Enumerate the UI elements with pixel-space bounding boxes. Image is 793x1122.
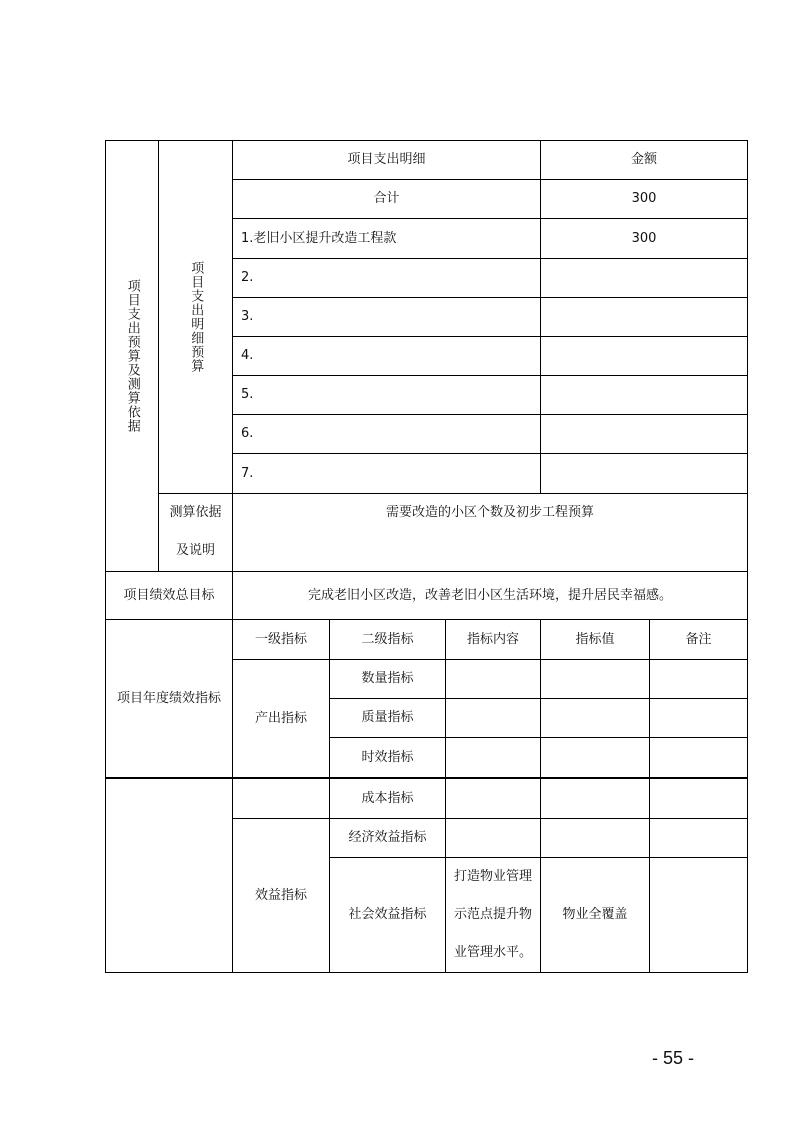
divider	[158, 493, 748, 494]
column-header: 二级指标	[361, 631, 414, 647]
budget-total-amount: 300	[631, 191, 657, 207]
column-header: 指标值	[575, 631, 615, 647]
divider	[649, 619, 650, 973]
output-indicator-label: 产出指标	[254, 710, 307, 726]
content-line: 示范点提升物	[453, 907, 532, 922]
budget-item-amount	[541, 259, 747, 297]
basis-label-line1: 测算依据	[169, 505, 222, 521]
content-line: 业管理水平。	[453, 945, 532, 960]
budget-item-label: 5.	[241, 387, 254, 403]
budget-item-label: 4.	[241, 348, 254, 364]
budget-inner-label: 项目支出明细预算	[188, 261, 204, 373]
budget-item-label: 3.	[241, 309, 254, 325]
table-border-bottom	[105, 972, 748, 973]
budget-item-label: 1.老旧小区提升改造工程款	[241, 230, 397, 246]
budget-item-amount	[541, 454, 747, 493]
budget-item-label: 7.	[241, 465, 254, 481]
secondary-indicator: 经济效益指标	[348, 830, 427, 846]
secondary-indicator: 社会效益指标	[348, 907, 427, 923]
overall-goal-label: 项目绩效总目标	[123, 587, 215, 603]
secondary-indicator: 数量指标	[361, 671, 414, 687]
column-header: 指标内容	[466, 631, 519, 647]
overall-goal-text: 完成老旧小区改造，改善老旧小区生活环境，提升居民幸福感。	[307, 587, 672, 603]
basis-label-line2: 及说明	[175, 543, 215, 559]
basis-text: 需要改造的小区个数及初步工程预算	[385, 505, 594, 521]
budget-header-item: 项目支出明细	[347, 152, 426, 168]
budget-item-amount	[541, 298, 747, 336]
content-line: 打造物业管理	[453, 869, 532, 884]
budget-item-amount: 300	[631, 230, 657, 246]
budget-item-label: 6.	[241, 426, 254, 442]
social-indicator-value: 物业全覆盖	[562, 907, 628, 923]
budget-item-amount	[541, 337, 747, 375]
secondary-indicator: 成本指标	[361, 790, 414, 806]
budget-item-label: 2.	[241, 270, 254, 286]
budget-header-amount: 金额	[630, 152, 657, 168]
column-header: 一级指标	[254, 631, 307, 647]
social-indicator-content	[446, 858, 540, 972]
table-border-right	[747, 140, 748, 973]
column-header: 备注	[685, 631, 712, 647]
secondary-indicator: 时效指标	[361, 749, 414, 765]
secondary-indicator: 质量指标	[361, 710, 414, 726]
budget-item-amount	[541, 376, 747, 414]
annual-indicators-label: 项目年度绩效指标	[116, 690, 221, 706]
page-number: - 55 -	[652, 1048, 695, 1068]
benefit-indicator-label: 效益指标	[254, 887, 307, 903]
budget-outer-label: 项目支出预算及测算依据	[124, 279, 140, 433]
budget-item-amount	[541, 415, 747, 453]
budget-total-label: 合计	[373, 191, 400, 207]
